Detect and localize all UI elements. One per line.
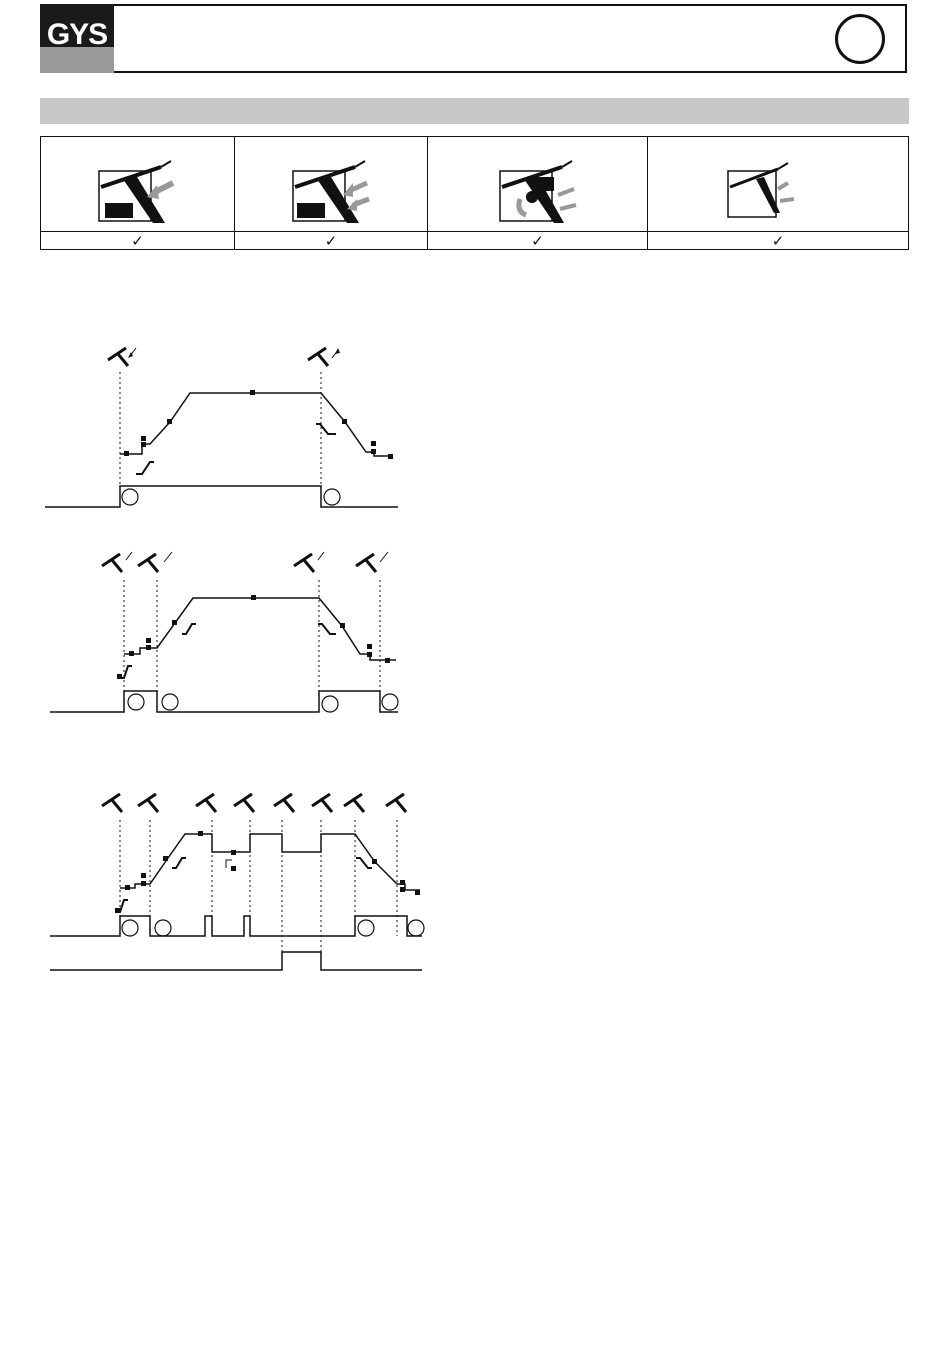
tig-torch-lift-icon [648, 137, 908, 231]
page-header [40, 4, 907, 73]
trigger-icons-row [102, 794, 406, 812]
check-mark-1: ✓ [41, 232, 235, 250]
process-cell-2 [235, 137, 428, 231]
section-title-bar [40, 98, 909, 124]
trigger-release-icon [356, 552, 388, 572]
trigger-press-icon [102, 552, 132, 572]
check-mark-4: ✓ [771, 232, 785, 250]
language-badge [835, 14, 885, 64]
tig-torch-ac-icon [428, 137, 648, 231]
process-cell-1 [41, 137, 235, 231]
check-mark-3: ✓ [428, 232, 648, 250]
diagram-4t-log [0, 780, 440, 980]
process-table [40, 136, 909, 250]
gys-logo: GYS [40, 4, 114, 73]
trigger-guides [120, 820, 397, 970]
diagram-2t [0, 330, 430, 520]
trigger-release-icon [138, 552, 172, 572]
tig-torch-dc-icon [41, 137, 235, 231]
diagram-4t [0, 540, 430, 725]
trigger-release-icon [308, 348, 340, 366]
trigger-press-icon [108, 348, 136, 366]
trigger-press-icon [294, 552, 324, 572]
tig-torch-dc-gas-icon [235, 137, 428, 231]
process-cell-3 [428, 137, 648, 231]
check-mark-2: ✓ [235, 232, 428, 250]
process-check-row [41, 231, 908, 250]
process-cell-4 [648, 137, 908, 231]
